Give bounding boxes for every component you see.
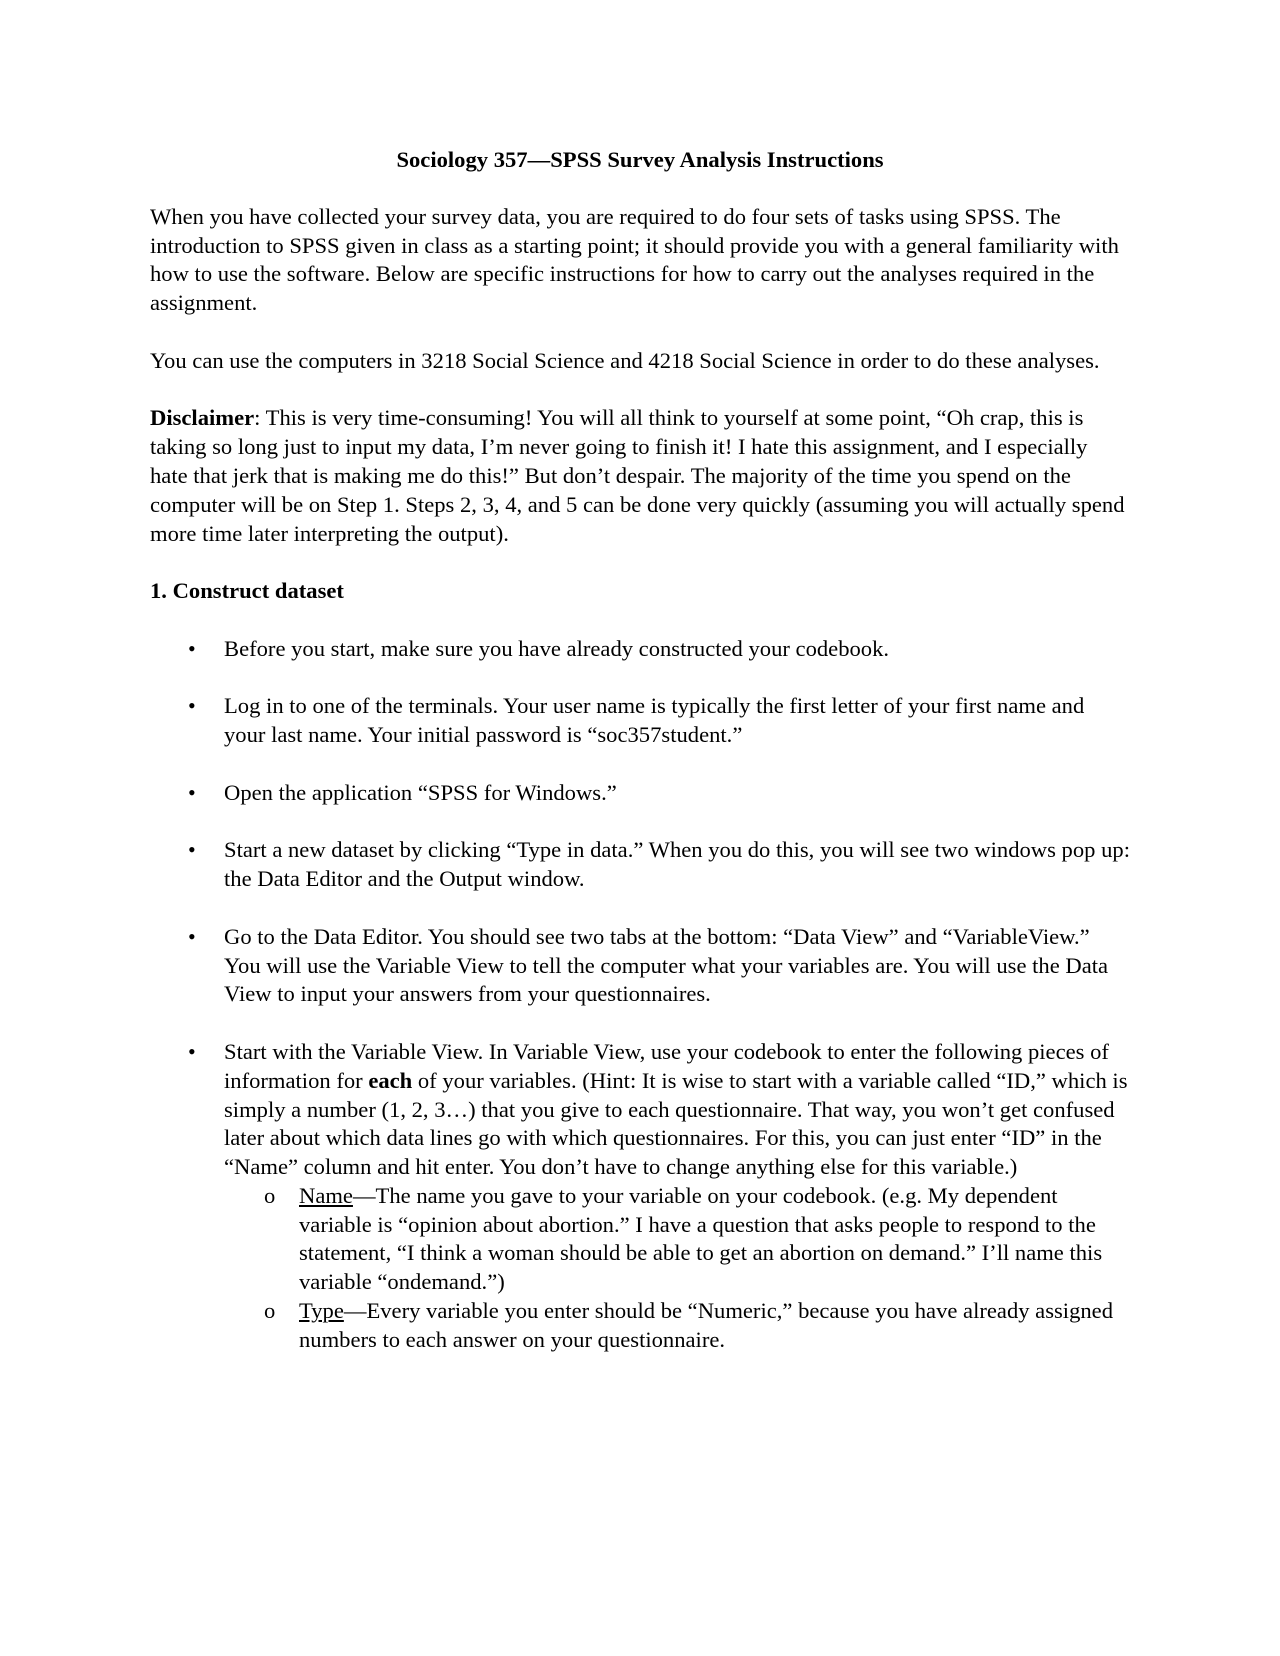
- list-item: [150, 779, 1130, 808]
- term-name: Name: [299, 1182, 353, 1208]
- list-item: [150, 692, 1130, 750]
- disclaimer-paragraph: [150, 404, 1130, 548]
- bullet-icon: •: [188, 693, 196, 719]
- bullet-icon: •: [188, 635, 196, 661]
- list-item-text: Open the application “SPSS for Windows.”: [224, 779, 617, 805]
- list-item-text: Before you start, make sure you have already constructed your codebook.: [224, 635, 890, 661]
- document-title: Sociology 357—SPSS Survey Analysis Instructions: [396, 147, 884, 172]
- bullet-icon: •: [188, 923, 196, 949]
- term-type: Type: [299, 1298, 344, 1324]
- instruction-list: [150, 635, 1130, 1355]
- variable-view-text-end: of your variables. (Hint: It is wise to start with a variable called “ID,” which is simply a number (1, 2, 3…) that you give to each questionnaire. That way, you won’t get confused later about which data lines go with which questionnaires. For this, you can just enter “ID” in the “Name” column and hit enter. You don’t have to change anything else for this variable.): [224, 1067, 1128, 1180]
- computers-paragraph: You can use the computers in 3218 Social Science and 4218 Social Science in order to do these analyses.: [150, 347, 1100, 373]
- disclaimer-text: : This is very time-consuming! You will all think to yourself at some point, “Oh crap, this is taking so long just to input my data, I’m never going to finish it! I hate this assignment, and I especially hate that jerk that is making me do this!” But don’t despair. The majority of the time you spend on the computer will be on Step 1. Steps 2, 3, 4, and 5 can be done very quickly (assuming you will actually spend more time later interpreting the output).: [150, 405, 1125, 546]
- document-body: [150, 146, 1130, 1355]
- variable-view-text-start: Start with the Variable View. In Variable View, use your codebook to enter the following pieces of information for: [224, 1038, 1109, 1093]
- list-item-text: Log in to one of the terminals. Your user name is typically the first letter of your first name and your last name. Your initial password is “soc357student.”: [224, 693, 1085, 748]
- sub-list-item-name: [150, 1182, 1130, 1297]
- intro-paragraph: When you have collected your survey data, you are required to do four sets of tasks using SPSS. The introduction to SPSS given in class as a starting point; it should provide you with a general familiarity with how to use the software. Below are specific instructions for how to carry out the analyses required in the assignment.: [150, 203, 1119, 316]
- list-item: [150, 836, 1130, 894]
- list-item-text: [224, 1039, 1128, 1179]
- emphasis-each: each: [368, 1067, 413, 1093]
- bullet-icon: •: [188, 779, 196, 805]
- list-item: [150, 923, 1130, 1009]
- list-item-variable-view: [150, 1038, 1130, 1355]
- section-heading-construct-dataset: 1. Construct dataset: [150, 578, 344, 604]
- sub-list-item-type: [150, 1297, 1130, 1355]
- bullet-icon: •: [188, 1038, 196, 1064]
- disclaimer-label: Disclaimer: [150, 405, 255, 431]
- variable-properties-list: [224, 1182, 1130, 1355]
- term-type-description: —Every variable you enter should be “Numeric,” because you have already assigned numbers to each answer on your questionnaire.: [299, 1298, 1113, 1352]
- list-item-text: Go to the Data Editor. You should see two tabs at the bottom: “Data View” and “VariableView.” You will use the Variable View to tell the computer what your variables are. You will use the Data View to input your answers from your questionnaires.: [224, 923, 1109, 1007]
- term-name-description: —The name you gave to your variable on your codebook. (e.g. My dependent variable is “opinion about abortion.” I have a question that asks people to respond to the statement, “I think a woman should be able to get an abortion on demand.” I’ll name this variable “ondemand.”): [299, 1182, 1103, 1295]
- list-item-text: Start a new dataset by clicking “Type in data.” When you do this, you will see two windows pop up: the Data Editor and the Output window.: [224, 837, 1130, 892]
- bullet-icon: •: [188, 837, 196, 863]
- circle-bullet-icon: o: [264, 1182, 276, 1208]
- circle-bullet-icon: o: [264, 1298, 276, 1324]
- list-item: [150, 635, 1130, 664]
